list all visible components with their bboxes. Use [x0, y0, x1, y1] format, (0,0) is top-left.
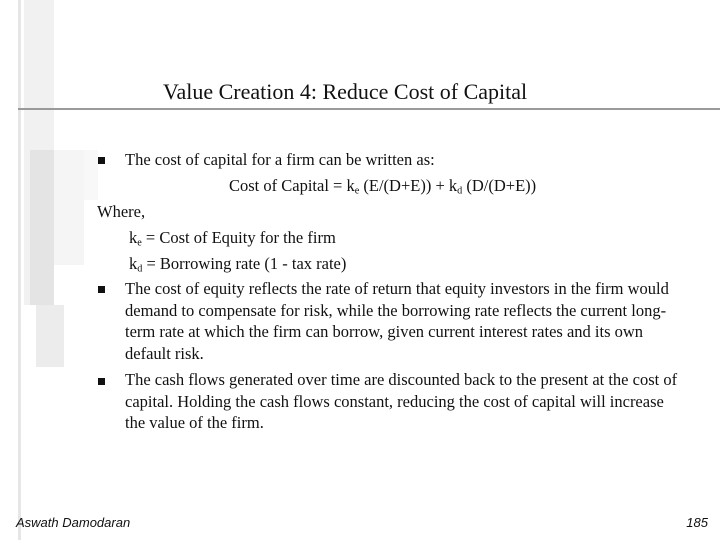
page-number: 185 — [686, 515, 708, 530]
slide-title: Value Creation 4: Reduce Cost of Capital — [163, 79, 528, 104]
bullet-icon — [98, 378, 105, 385]
formula-mid: (E/(D+E)) + k — [359, 176, 458, 195]
formula-lhs: Cost of Capital = k — [229, 176, 355, 195]
cost-of-capital-formula — [229, 175, 536, 197]
ke-def: = Cost of Equity for the firm — [141, 228, 336, 247]
bullet-icon — [98, 157, 105, 164]
ke-definition — [129, 227, 336, 249]
kd-sub: d — [137, 263, 143, 275]
where-label: Where, — [97, 202, 146, 221]
kd-definition — [129, 253, 346, 275]
formula-sub-e: e — [354, 185, 360, 197]
formula-sub-d: d — [457, 185, 463, 197]
decor-bar-5 — [54, 150, 84, 265]
bullet-3-text: The cash flows generated over time are discounted back to the present at the cost of capital. Holding the cash flows constant, reducing the cost of capital will increase the value of the firm. — [125, 370, 678, 432]
kd-def: = Borrowing rate (1 - tax rate) — [142, 254, 347, 273]
ke-prefix: k — [129, 228, 138, 247]
decor-bar-6 — [84, 150, 98, 200]
bullet-1-text: The cost of capital for a firm can be written as: — [125, 150, 435, 169]
decor-bar-4 — [36, 305, 64, 367]
kd-prefix: k — [129, 254, 138, 273]
title-divider — [18, 108, 720, 110]
decor-bar-3 — [30, 150, 54, 305]
bullet-icon — [98, 286, 105, 293]
formula-end: (D/(D+E)) — [462, 176, 537, 195]
decor-bar-1 — [18, 0, 21, 540]
bullet-2-text: The cost of equity reflects the rate of return that equity investors in the firm would demand to compensate for risk, while the borrowing rate reflects the current long-term rate at which the firm can borrow, given current interest rates and its own default risk. — [125, 279, 669, 363]
footer-author: Aswath Damodaran — [16, 515, 131, 530]
ke-sub: e — [137, 237, 142, 249]
